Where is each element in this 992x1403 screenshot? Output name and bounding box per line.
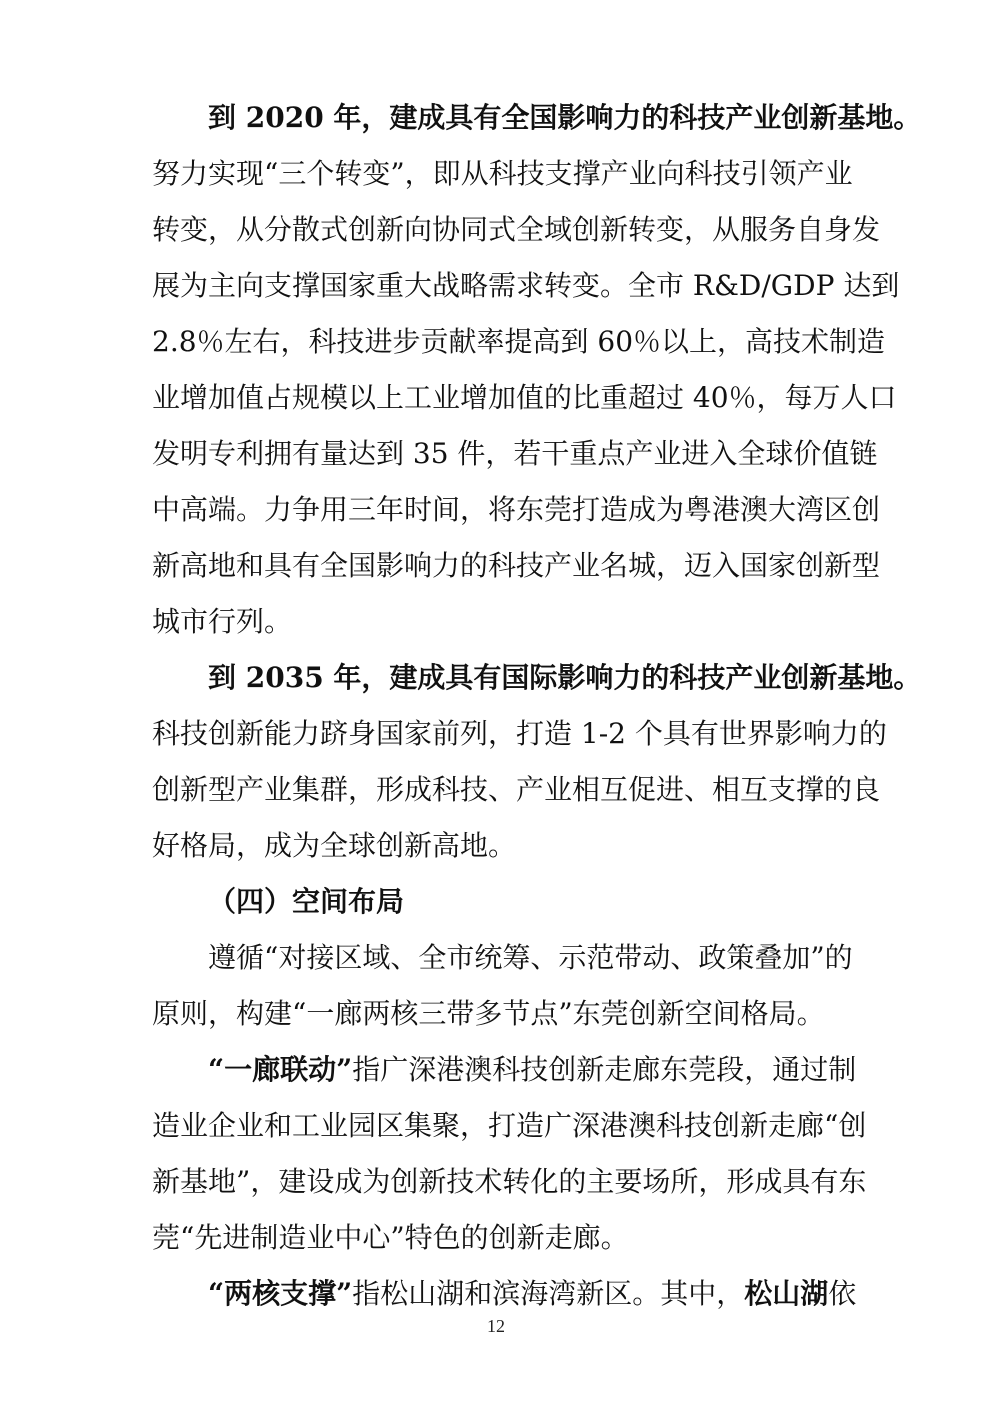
text-segment: 发明专利拥有量达到 35 件，若干重点产业进入全球价值链 (152, 437, 878, 470)
text-segment: 指广深港澳科技创新走廊东莞段，通过制 (352, 1053, 857, 1086)
text-line (152, 1210, 844, 1266)
text-line (152, 1098, 867, 1154)
bold-text-segment: 到 2020 年，建成具有全国影响力的科技产业创新基地。 (208, 101, 922, 134)
text-line (208, 930, 853, 986)
bold-text-segment: 到 2035 年，建成具有国际影响力的科技产业创新基地。 (208, 661, 922, 694)
text-line (152, 538, 881, 594)
text-segment: 努力实现“三个转变”，即从科技支撑产业向科技引领产业 (152, 157, 853, 190)
bold-text-segment: （四）空间布局 (208, 885, 405, 918)
text-line (208, 90, 922, 146)
text-line (208, 874, 844, 930)
text-line (152, 426, 878, 482)
text-segment: 转变，从分散式创新向协同式全域创新转变，从服务自身发 (152, 213, 881, 246)
text-line (152, 986, 844, 1042)
bold-text-segment: “一廊联动” (208, 1053, 353, 1086)
text-line (208, 650, 922, 706)
text-line (152, 258, 900, 314)
bold-text-segment: 松山湖 (744, 1277, 829, 1310)
text-segment: 原则，构建“一廊两核三带多节点”东莞创新空间格局。 (152, 997, 825, 1030)
text-segment: 造业企业和工业园区集聚，打造广深港澳科技创新走廊“创 (152, 1109, 867, 1142)
text-segment: 遵循“对接区域、全市统筹、示范带动、政策叠加”的 (208, 941, 853, 974)
text-line (152, 706, 887, 762)
text-line (152, 594, 844, 650)
text-line (208, 1042, 857, 1098)
text-segment: 业增加值占规模以上工业增加值的比重超过 40％，每万人口 (152, 381, 897, 414)
text-segment: 好格局，成为全球创新高地。 (152, 829, 517, 862)
text-line (152, 146, 853, 202)
text-line (152, 482, 881, 538)
text-line (152, 370, 897, 426)
text-segment: 展为主向支撑国家重大战略需求转变。全市 R&D/GDP 达到 (152, 269, 900, 302)
text-segment: 创新型产业集群，形成科技、产业相互促进、相互支撑的良 (152, 773, 881, 806)
text-segment: 科技创新能力跻身国家前列，打造 1-2 个具有世界影响力的 (152, 717, 887, 750)
text-line (152, 202, 881, 258)
text-segment: 城市行列。 (152, 605, 293, 638)
text-segment: 2.8％左右，科技进步贡献率提高到 60％以上，高技术制造 (152, 325, 886, 358)
text-segment: 莞“先进制造业中心”特色的创新走廊。 (152, 1221, 629, 1254)
text-segment: 新高地和具有全国影响力的科技产业名城，迈入国家创新型 (152, 549, 881, 582)
text-line (152, 314, 886, 370)
text-line (152, 1154, 867, 1210)
text-line (208, 1266, 857, 1322)
text-line (152, 818, 844, 874)
page-number: 12 (487, 1316, 505, 1336)
text-line (152, 762, 881, 818)
text-segment: 指松山湖和滨海湾新区。其中， (352, 1277, 745, 1310)
text-segment: 新基地”，建设成为创新技术转化的主要场所，形成具有东 (152, 1165, 867, 1198)
text-segment: 依 (828, 1277, 857, 1310)
text-segment: 中高端。力争用三年时间，将东莞打造成为粤港澳大湾区创 (152, 493, 881, 526)
bold-text-segment: “两核支撑” (208, 1277, 353, 1310)
